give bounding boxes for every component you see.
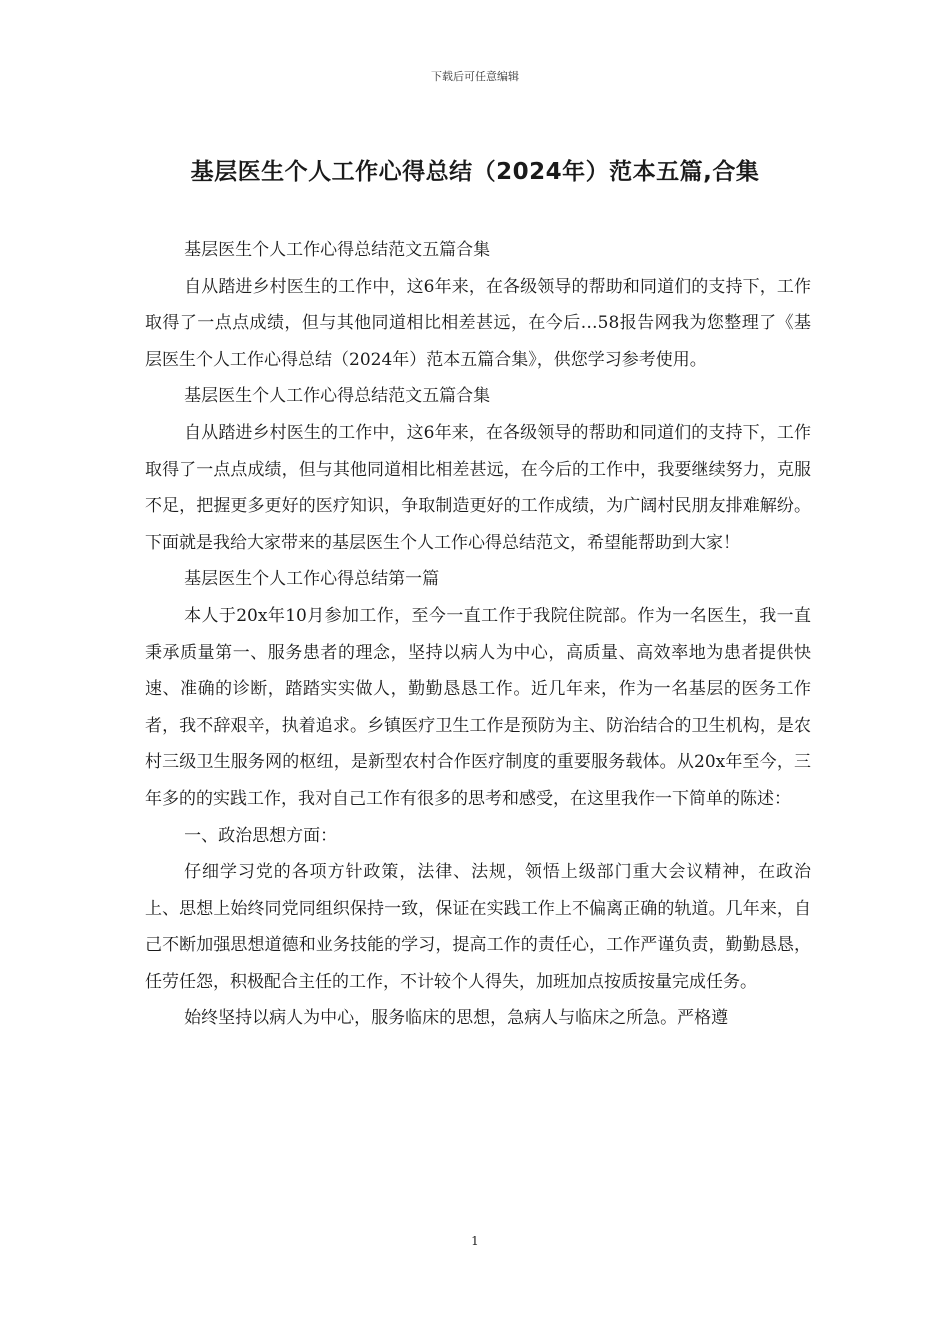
document-title: 基层医生个人工作心得总结（2024年）范本五篇,合集 xyxy=(190,159,760,185)
body-paragraph: 本人于20x年10月参加工作，至今一直工作于我院住院部。作为一名医生，我一直秉承质量第一、服务患者的理念，坚持以病人为中心，高质量、高效率地为患者提供快速、准确的诊断，踏踏实实做人，勤勤恳恳工作。近几年来，作为一名基层的医务工作者，我不辞艰辛，执着追求。乡镇医疗卫生工作是预防为主、防治结合的卫生机构，是农村三级卫生服务网的枢纽，是新型农村合作医疗制度的重要服务载体。从20x年至今，三年多的的实践工作，我对自己工作有很多的思考和感受，在这里我作一下简单的陈述： xyxy=(145,605,811,809)
body-paragraph: 始终坚持以病人为中心，服务临床的思想，急病人与临床之所急。严格遵 xyxy=(184,1008,729,1029)
section-heading: 基层医生个人工作心得总结范文五篇合集 xyxy=(184,386,491,407)
header-note: 下载后可任意编辑 xyxy=(431,70,519,83)
body-paragraph: 自从踏进乡村医生的工作中，这6年来，在各级领导的帮助和同道们的支持下，工作取得了一点点成绩，但与其他同道相比相差甚远，在今后的工作中，我要继续努力，克服不足，把握更多更好的医疗知识，争取制造更好的工作成绩，为广阔村民朋友排难解纷。下面就是我给大家带来的基层医生个人工作心得总结范文，希望能帮助到大家！ xyxy=(145,422,811,553)
section-heading: 基层医生个人工作心得总结范文五篇合集 xyxy=(184,240,491,260)
document-body xyxy=(145,232,811,1037)
section-heading: 一、政治思想方面： xyxy=(184,825,338,846)
page-number: 1 xyxy=(471,1234,479,1248)
body-paragraph: 仔细学习党的各项方针政策，法律、法规，领悟上级部门重大会议精神，在政治上、思想上始终同党同组织保持一致，保证在实践工作上不偏离正确的轨道。几年来，自己不断加强思想道德和业务技能的学习，提高工作的责任心，工作严谨负责，勤勤恳恳，任劳任怨，积极配合主任的工作，不计较个人得失，加班加点按质按量完成任务。 xyxy=(145,862,811,992)
body-paragraph: 自从踏进乡村医生的工作中，这6年来，在各级领导的帮助和同道们的支持下，工作取得了一点点成绩，但与其他同道相比相差甚远，在今后…58报告网我为您整理了《基层医生个人工作心得总结（2024年）范本五篇合集》，供您学习参考使用。 xyxy=(145,276,811,370)
section-heading: 基层医生个人工作心得总结第一篇 xyxy=(184,569,440,590)
